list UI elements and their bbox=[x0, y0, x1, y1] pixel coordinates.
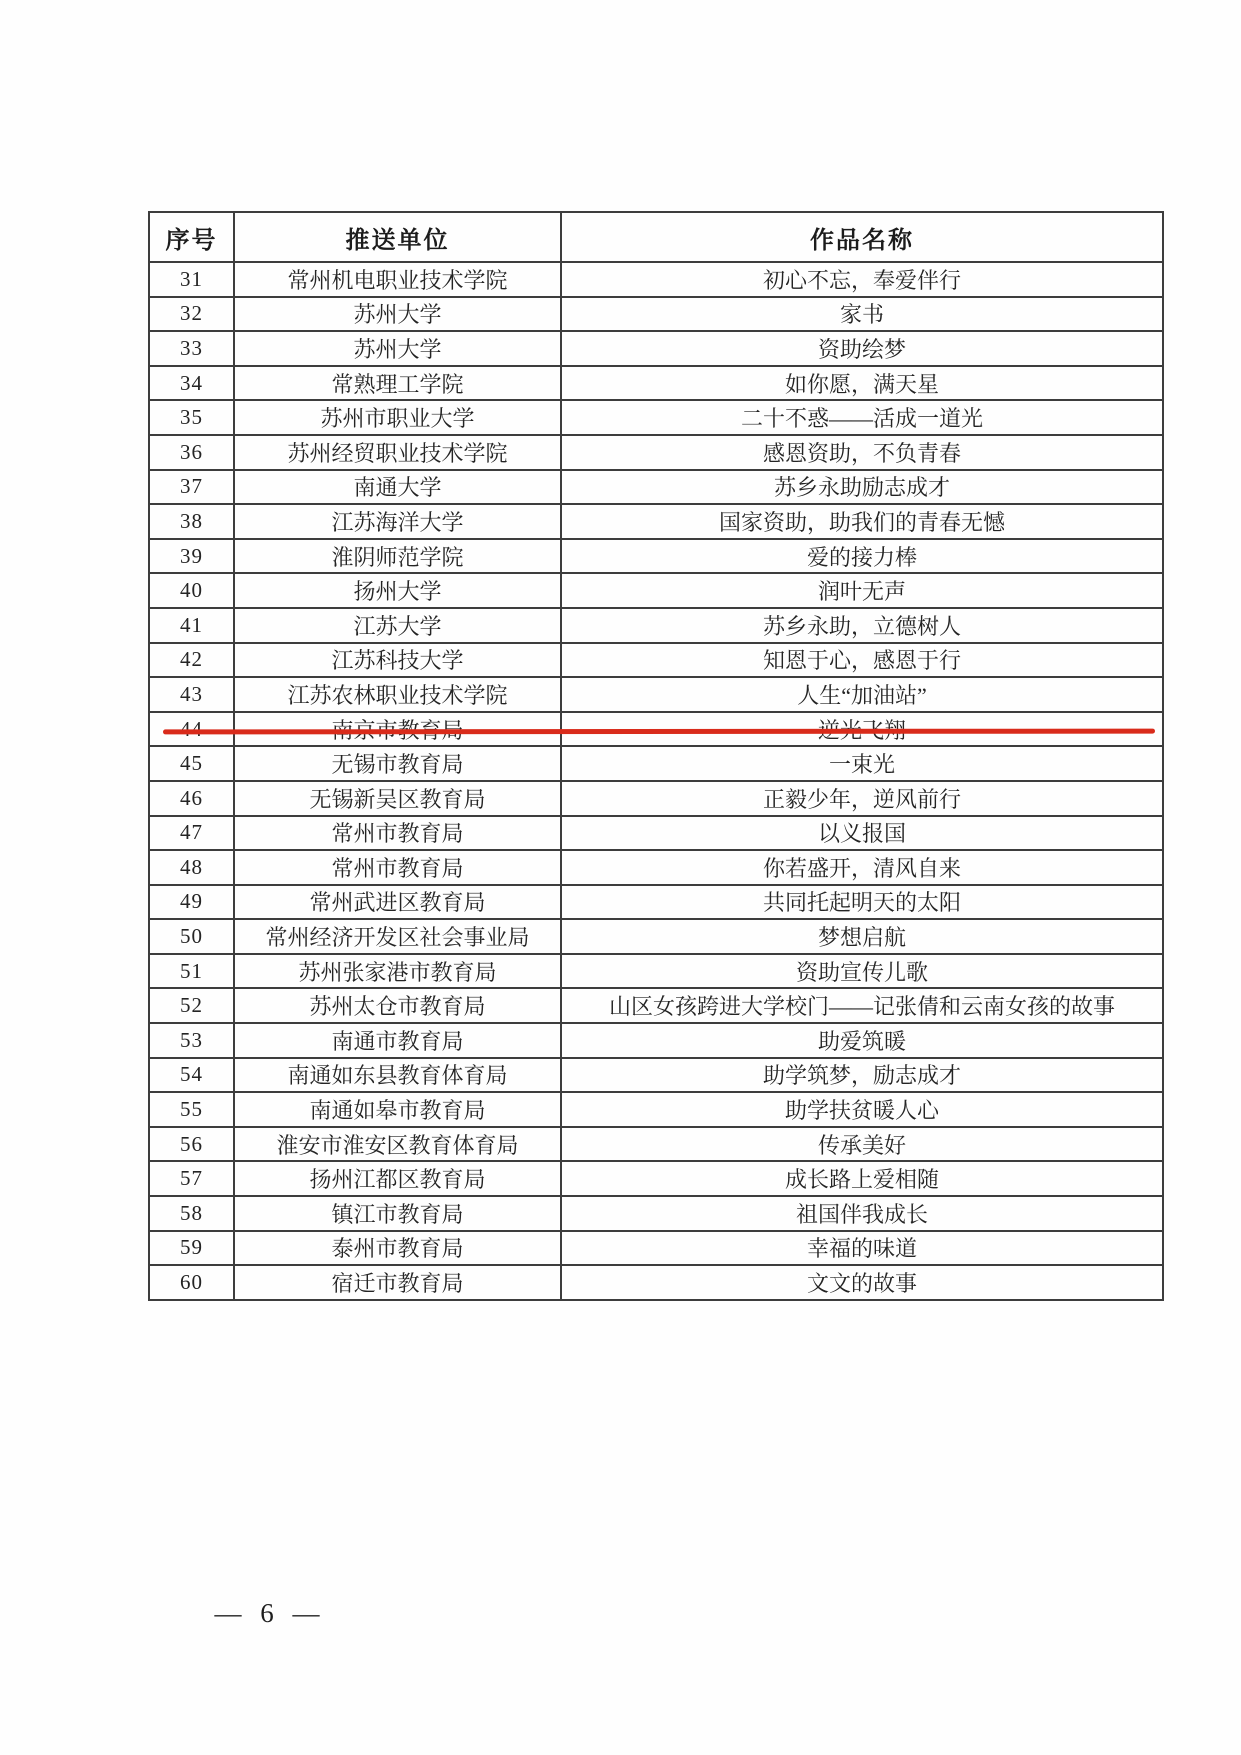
column-header-serial: 序号 bbox=[149, 212, 234, 262]
cell-serial: 53 bbox=[149, 1023, 234, 1058]
cell-work: 你若盛开，清风自来 bbox=[561, 850, 1163, 885]
cell-serial: 36 bbox=[149, 435, 234, 470]
cell-unit: 南通如东县教育体育局 bbox=[234, 1058, 561, 1093]
cell-work: 梦想启航 bbox=[561, 919, 1163, 954]
table-row bbox=[149, 988, 1163, 1023]
cell-work: 山区女孩跨进大学校门——记张倩和云南女孩的故事 bbox=[561, 988, 1163, 1023]
cell-work: 家书 bbox=[561, 297, 1163, 332]
cell-serial: 59 bbox=[149, 1231, 234, 1266]
cell-serial: 50 bbox=[149, 919, 234, 954]
cell-serial: 34 bbox=[149, 366, 234, 401]
cell-unit: 泰州市教育局 bbox=[234, 1231, 561, 1266]
cell-unit: 常州武进区教育局 bbox=[234, 885, 561, 920]
cell-unit: 南通如皋市教育局 bbox=[234, 1092, 561, 1127]
cell-work: 助学筑梦，励志成才 bbox=[561, 1058, 1163, 1093]
cell-unit: 淮阴师范学院 bbox=[234, 539, 561, 574]
cell-serial: 33 bbox=[149, 331, 234, 366]
cell-work: 共同托起明天的太阳 bbox=[561, 885, 1163, 920]
table-row bbox=[149, 470, 1163, 505]
cell-serial: 46 bbox=[149, 781, 234, 816]
column-header-work: 作品名称 bbox=[561, 212, 1163, 262]
cell-unit: 无锡市教育局 bbox=[234, 746, 561, 781]
cell-serial: 43 bbox=[149, 677, 234, 712]
cell-work: 幸福的味道 bbox=[561, 1231, 1163, 1266]
cell-unit: 淮安市淮安区教育体育局 bbox=[234, 1127, 561, 1162]
table-row bbox=[149, 677, 1163, 712]
cell-serial: 60 bbox=[149, 1265, 234, 1300]
table-row bbox=[149, 608, 1163, 643]
table-row bbox=[149, 573, 1163, 608]
cell-unit: 苏州大学 bbox=[234, 331, 561, 366]
cell-unit: 南通大学 bbox=[234, 470, 561, 505]
table-row bbox=[149, 1127, 1163, 1162]
cell-work: 传承美好 bbox=[561, 1127, 1163, 1162]
cell-work: 助爱筑暖 bbox=[561, 1023, 1163, 1058]
table-row bbox=[149, 1265, 1163, 1300]
cell-work: 一束光 bbox=[561, 746, 1163, 781]
cell-work: 以义报国 bbox=[561, 816, 1163, 851]
cell-serial: 55 bbox=[149, 1092, 234, 1127]
cell-unit: 苏州大学 bbox=[234, 297, 561, 332]
table-row bbox=[149, 1196, 1163, 1231]
table-row bbox=[149, 1092, 1163, 1127]
cell-work: 初心不忘，奉爱伴行 bbox=[561, 262, 1163, 297]
cell-unit: 江苏大学 bbox=[234, 608, 561, 643]
table-row bbox=[149, 331, 1163, 366]
cell-work: 爱的接力棒 bbox=[561, 539, 1163, 574]
cell-unit: 扬州江都区教育局 bbox=[234, 1161, 561, 1196]
cell-unit: 江苏海洋大学 bbox=[234, 504, 561, 539]
cell-serial: 57 bbox=[149, 1161, 234, 1196]
cell-unit: 常熟理工学院 bbox=[234, 366, 561, 401]
cell-work: 如你愿，满天星 bbox=[561, 366, 1163, 401]
cell-serial: 42 bbox=[149, 643, 234, 678]
cell-serial: 58 bbox=[149, 1196, 234, 1231]
cell-work: 二十不惑——活成一道光 bbox=[561, 400, 1163, 435]
cell-unit: 常州市教育局 bbox=[234, 816, 561, 851]
table-row bbox=[149, 816, 1163, 851]
table-row bbox=[149, 885, 1163, 920]
cell-work: 文文的故事 bbox=[561, 1265, 1163, 1300]
table-row bbox=[149, 746, 1163, 781]
cell-unit: 苏州张家港市教育局 bbox=[234, 954, 561, 989]
cell-work: 国家资助，助我们的青春无憾 bbox=[561, 504, 1163, 539]
cell-work: 知恩于心，感恩于行 bbox=[561, 643, 1163, 678]
table-header-row bbox=[149, 212, 1163, 262]
cell-unit: 无锡新吴区教育局 bbox=[234, 781, 561, 816]
cell-unit: 苏州太仓市教育局 bbox=[234, 988, 561, 1023]
table-row bbox=[149, 435, 1163, 470]
cell-work: 助学扶贫暖人心 bbox=[561, 1092, 1163, 1127]
cell-serial: 52 bbox=[149, 988, 234, 1023]
cell-serial: 32 bbox=[149, 297, 234, 332]
cell-work: 成长路上爱相随 bbox=[561, 1161, 1163, 1196]
table-row bbox=[149, 539, 1163, 574]
works-table bbox=[148, 211, 1164, 1301]
cell-unit: 常州经济开发区社会事业局 bbox=[234, 919, 561, 954]
cell-work: 润叶无声 bbox=[561, 573, 1163, 608]
cell-serial: 37 bbox=[149, 470, 234, 505]
cell-unit: 扬州大学 bbox=[234, 573, 561, 608]
cell-unit: 南通市教育局 bbox=[234, 1023, 561, 1058]
cell-work: 资助绘梦 bbox=[561, 331, 1163, 366]
cell-work: 人生“加油站” bbox=[561, 677, 1163, 712]
cell-work: 正毅少年，逆风前行 bbox=[561, 781, 1163, 816]
cell-unit: 常州机电职业技术学院 bbox=[234, 262, 561, 297]
cell-serial: 49 bbox=[149, 885, 234, 920]
cell-serial: 31 bbox=[149, 262, 234, 297]
table-row bbox=[149, 1161, 1163, 1196]
table-row bbox=[149, 1231, 1163, 1266]
cell-serial: 35 bbox=[149, 400, 234, 435]
cell-work: 苏乡永助，立德树人 bbox=[561, 608, 1163, 643]
cell-serial: 41 bbox=[149, 608, 234, 643]
cell-work: 感恩资助，不负青春 bbox=[561, 435, 1163, 470]
table-row bbox=[149, 781, 1163, 816]
table-row bbox=[149, 504, 1163, 539]
cell-serial: 38 bbox=[149, 504, 234, 539]
cell-unit: 镇江市教育局 bbox=[234, 1196, 561, 1231]
table-row bbox=[149, 919, 1163, 954]
table-row bbox=[149, 262, 1163, 297]
cell-unit: 江苏科技大学 bbox=[234, 643, 561, 678]
table-row bbox=[149, 954, 1163, 989]
table-row bbox=[149, 850, 1163, 885]
cell-unit: 江苏农林职业技术学院 bbox=[234, 677, 561, 712]
cell-unit: 苏州经贸职业技术学院 bbox=[234, 435, 561, 470]
cell-work: 祖国伴我成长 bbox=[561, 1196, 1163, 1231]
cell-serial: 54 bbox=[149, 1058, 234, 1093]
red-highlight-underline bbox=[163, 729, 1155, 735]
page-number: — 6 — bbox=[214, 1598, 326, 1628]
cell-serial: 51 bbox=[149, 954, 234, 989]
table-row bbox=[149, 1058, 1163, 1093]
cell-unit: 常州市教育局 bbox=[234, 850, 561, 885]
table-row bbox=[149, 366, 1163, 401]
cell-unit: 宿迁市教育局 bbox=[234, 1265, 561, 1300]
column-header-unit: 推送单位 bbox=[234, 212, 561, 262]
cell-serial: 48 bbox=[149, 850, 234, 885]
cell-unit: 苏州市职业大学 bbox=[234, 400, 561, 435]
cell-work: 苏乡永助励志成才 bbox=[561, 470, 1163, 505]
cell-serial: 45 bbox=[149, 746, 234, 781]
cell-serial: 47 bbox=[149, 816, 234, 851]
cell-work: 资助宣传儿歌 bbox=[561, 954, 1163, 989]
table-row bbox=[149, 1023, 1163, 1058]
table-row bbox=[149, 400, 1163, 435]
table-row bbox=[149, 297, 1163, 332]
cell-serial: 40 bbox=[149, 573, 234, 608]
cell-serial: 39 bbox=[149, 539, 234, 574]
table-row bbox=[149, 643, 1163, 678]
cell-serial: 56 bbox=[149, 1127, 234, 1162]
